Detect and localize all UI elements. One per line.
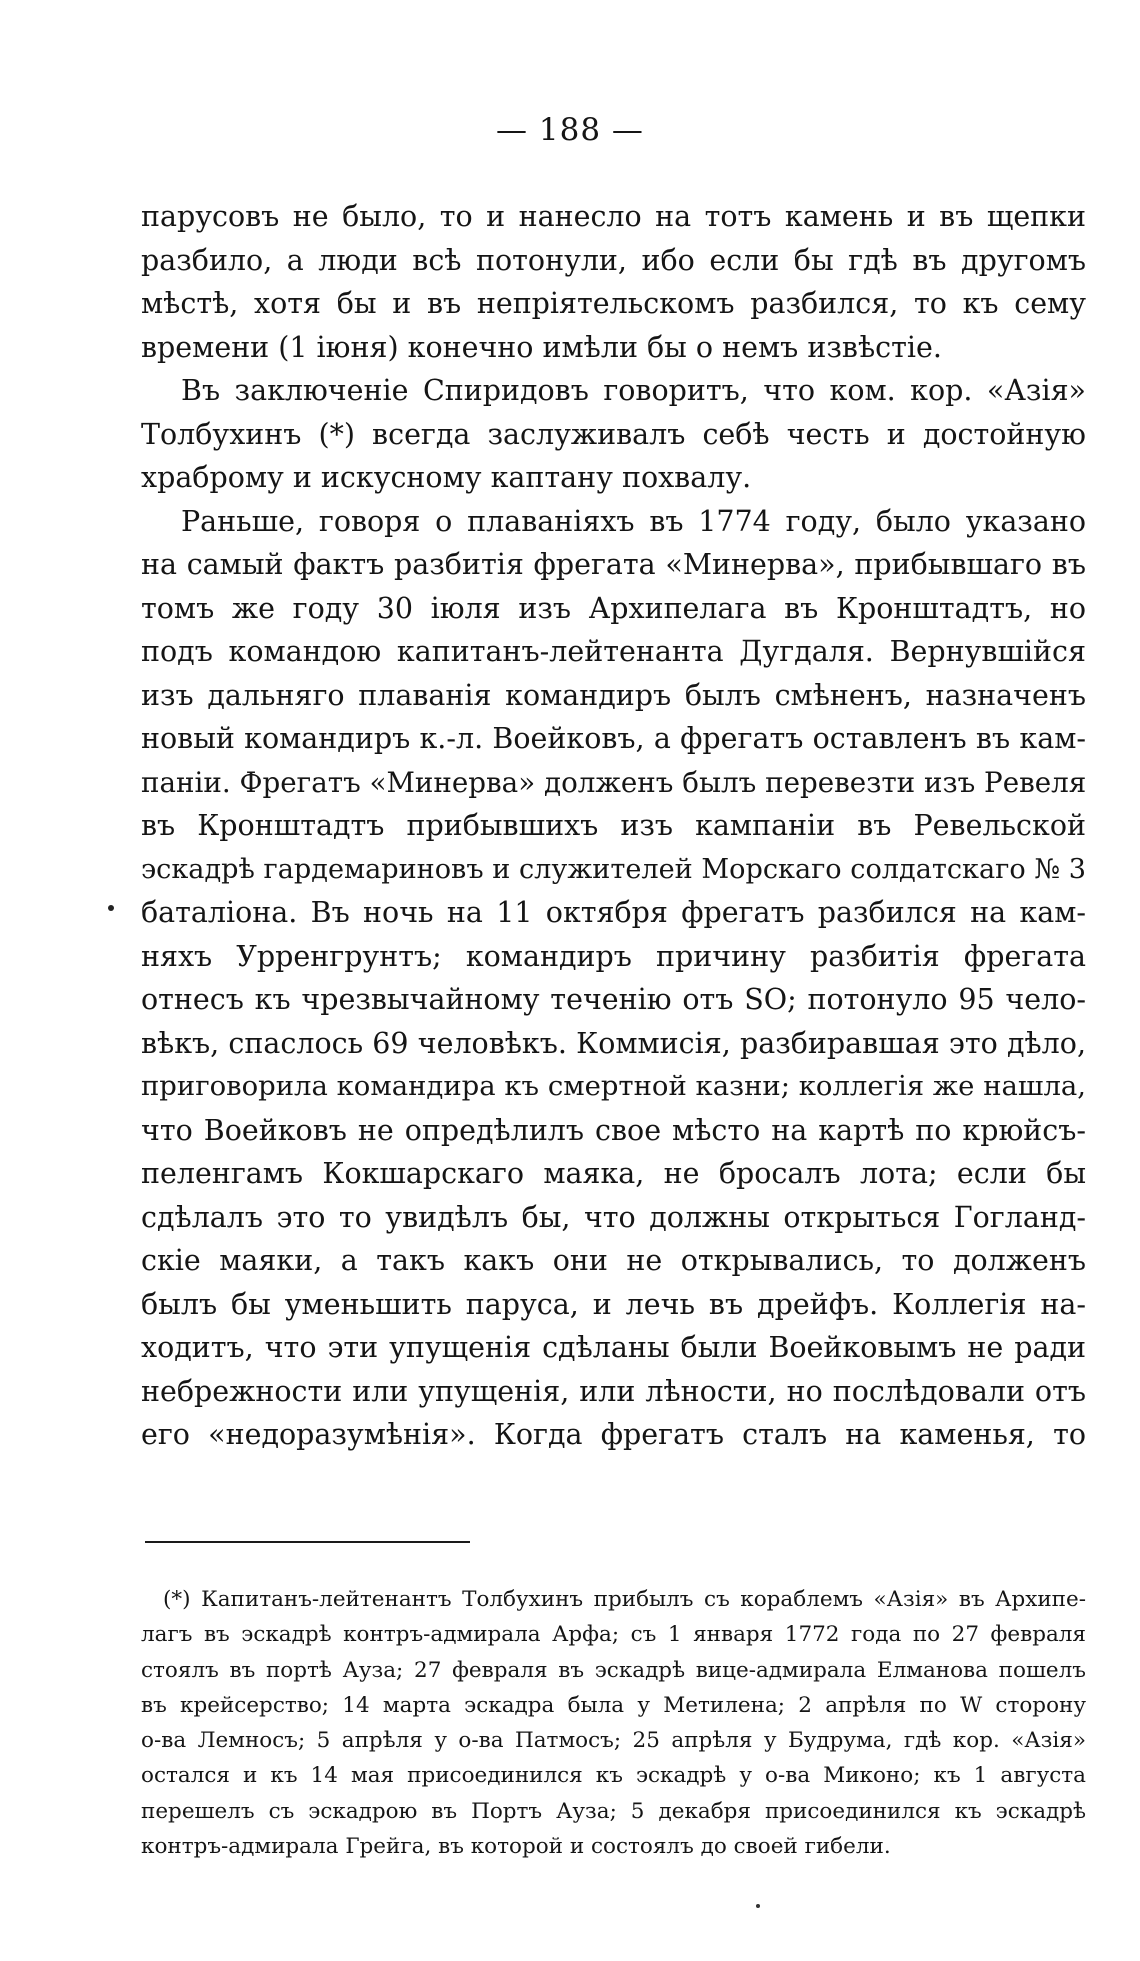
body-line: паніи. Фрегатъ «Минерва» долженъ былъ перевезти изъ Ревеля	[141, 765, 1087, 799]
footnote	[141, 1582, 1086, 1864]
footnote-divider	[145, 1541, 470, 1543]
footnote-line: контръ-адмирала Грейга, въ которой и состоялъ до своей гибели.	[141, 1834, 891, 1860]
body-line: его «недоразумѣнія». Когда фрегатъ сталъ на каменья, то	[141, 1418, 1086, 1451]
footnote-line: перешелъ съ эскадрою въ Портъ Ауза; 5 декабря присоединился къ эскадрѣ	[141, 1798, 1086, 1824]
body-line: вѣкъ, спаслось 69 человѣкъ. Коммисія, разбиравшая это дѣло,	[141, 1026, 1086, 1060]
body-line: парусовъ не было, то и нанесло на тотъ камень и въ щепки	[141, 200, 1086, 233]
body-line: Раньше, говоря о плаваніяхъ въ 1774 году, было указано	[181, 504, 1086, 538]
body-line: баталіона. Въ ночь на 11 октября фрегатъ разбился на кам-	[141, 896, 1086, 929]
body-line: небрежности или упущенія, или лѣности, но послѣдовали отъ	[141, 1374, 1086, 1408]
body-line: мѣстѣ, хотя бы и въ непріятельскомъ разбился, то къ сему	[141, 287, 1086, 320]
body-line: подъ командою капитанъ-лейтенанта Дугдаля. Вернувшійся	[141, 635, 1086, 668]
body-line: разбило, а люди всѣ потонули, ибо если бы гдѣ въ другомъ	[141, 243, 1086, 277]
body-line: Въ заключеніе Спиридовъ говоритъ, что ком. кор. «Азія»	[181, 374, 1086, 407]
footnote-line: о-ва Лемносъ; 5 апрѣля у о-ва Патмосъ; 25 апрѣля у Будрума, гдѣ кор. «Азія»	[141, 1728, 1086, 1754]
print-speck	[756, 1904, 760, 1908]
body-line: былъ бы уменьшить паруса, и лечь въ дрейфъ. Коллегія на-	[141, 1287, 1086, 1321]
body-text	[141, 195, 1086, 1457]
body-line: Толбухинъ (*) всегда заслуживалъ себѣ честь и достойную	[141, 417, 1086, 451]
page-number: — 188 —	[496, 112, 644, 148]
body-line: приговорила командира къ смертной казни; коллегія же нашла,	[141, 1070, 1086, 1102]
footnote-line: лагъ въ эскадрѣ контръ-адмирала Арфа; съ 1 января 1772 года по 27 февраля	[141, 1622, 1086, 1648]
body-line: томъ же году 30 іюля изъ Архипелага въ Кронштадтъ, но	[141, 591, 1086, 625]
body-line: что Воейковъ не опредѣлилъ свое мѣсто на картѣ по крюйсъ-	[141, 1113, 1086, 1147]
footnote-line: стоялъ въ портѣ Ауза; 27 февраля въ эскадрѣ вице-адмирала Елманова пошелъ	[141, 1657, 1086, 1683]
footnote-line: въ крейсерство; 14 марта эскадра была у Метилена; 2 апрѣля по W сторону	[141, 1692, 1086, 1718]
body-line: храброму и искусному каптану похвалу.	[141, 461, 752, 494]
body-line: отнесъ къ чрезвычайному теченію отъ SO; потонуло 95 чело-	[141, 983, 1086, 1016]
body-line: няхъ Урренгрунтъ; командиръ причину разбитія фрегата	[141, 939, 1086, 973]
body-line: въ Кронштадтъ прибывшихъ изъ кампаніи въ Ревельской	[141, 809, 1086, 842]
body-line: на самый фактъ разбитія фрегата «Минерва», прибывшаго въ	[141, 548, 1086, 581]
body-line: изъ дальняго плаванія командиръ былъ смѣненъ, назначенъ	[141, 678, 1086, 712]
body-line: времени (1 іюня) конечно имѣли бы о немъ извѣстіе.	[141, 330, 942, 364]
margin-mark	[108, 905, 114, 911]
footnote-line: (*) Капитанъ-лейтенантъ Толбухинъ прибылъ съ кораблемъ «Азія» въ Архипе-	[163, 1587, 1086, 1612]
footnote-line: остался и къ 14 мая присоединился къ эскадрѣ у о-ва Миконо; къ 1 августа	[141, 1763, 1086, 1789]
body-line: сдѣлалъ это то увидѣлъ бы, что должны открыться Гогланд-	[141, 1200, 1086, 1234]
body-line: пеленгамъ Кокшарскаго маяка, не бросалъ лота; если бы	[141, 1157, 1086, 1190]
body-line: скіе маяки, а такъ какъ они не открывались, то долженъ	[141, 1244, 1086, 1277]
body-line: эскадрѣ гардемариновъ и служителей Морскаго солдатскаго № 3	[141, 853, 1086, 885]
body-line: новый командиръ к.-л. Воейковъ, а фрегатъ оставленъ въ кам-	[141, 722, 1086, 755]
body-line: ходитъ, что эти упущенія сдѣланы были Воейковымъ не ради	[141, 1331, 1086, 1364]
